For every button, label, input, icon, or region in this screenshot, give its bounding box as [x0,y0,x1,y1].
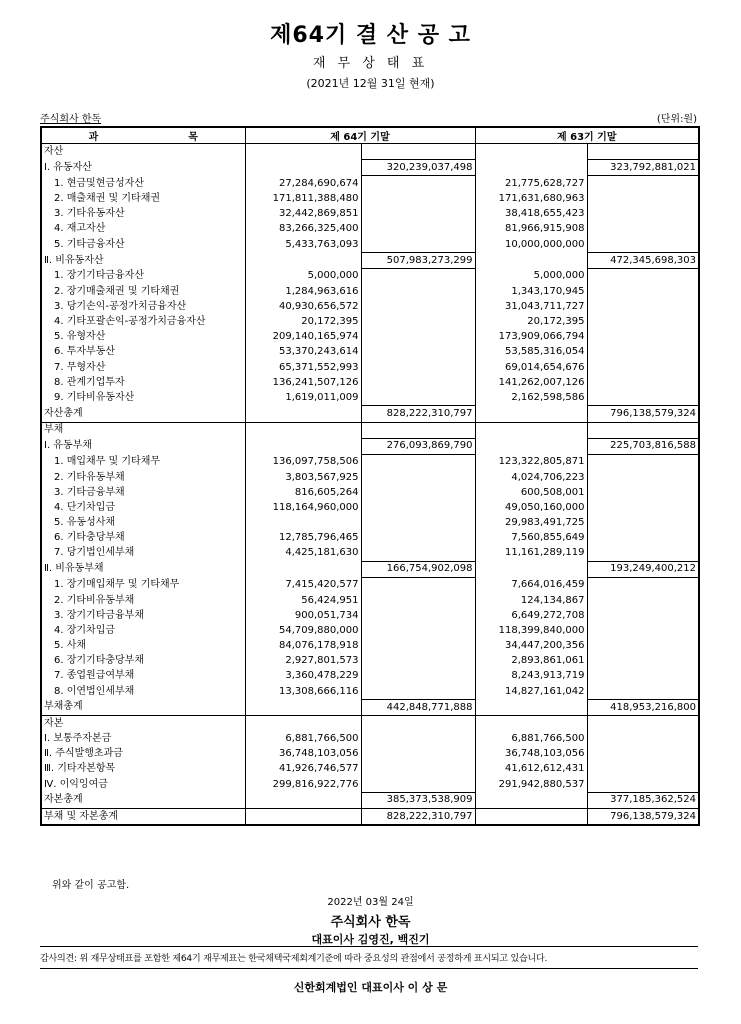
table-row [41,792,699,808]
current-total-amount [361,269,475,285]
prior-total-amount [587,716,699,732]
prior-total-amount [587,485,699,500]
table-row [41,669,699,684]
current-total-amount [361,454,475,470]
current-total-amount [361,515,475,530]
current-total-amount: 507,983,273,299 [361,252,475,268]
prior-total-amount [587,593,699,608]
prior-detail-amount [475,438,587,454]
account-name: 4. 기타포괄손익-공정가치금융자산 [54,316,206,328]
current-total-amount [361,375,475,390]
prior-detail-amount: 69,014,654,676 [475,360,587,375]
current-total-amount [361,222,475,237]
account-name: 5. 유동성사채 [54,516,116,528]
prior-total-amount [587,390,699,406]
current-detail-amount: 83,266,325,400 [245,222,361,237]
current-detail-amount: 36,748,103,056 [245,746,361,761]
table-row [41,222,699,237]
prior-detail-amount: 34,447,200,356 [475,639,587,654]
table-row [41,531,699,546]
prior-detail-amount: 6,881,766,500 [475,731,587,746]
current-total-amount [361,546,475,562]
account-name: 3. 당기손익-공정가치금융자산 [54,300,187,312]
prior-detail-amount: 6,649,272,708 [475,608,587,623]
account-name: 8. 관계기업투자 [54,376,125,388]
account-name: 6. 투자부동산 [54,346,116,358]
current-total-amount [361,593,475,608]
table-row [41,207,699,222]
current-total-amount: 828,222,310,797 [361,406,475,422]
prior-total-amount [587,345,699,360]
table-row [41,515,699,530]
current-total-amount [361,531,475,546]
prior-total-amount [587,546,699,562]
current-total-amount [361,577,475,593]
account-name: 부채 및 자본총계 [44,810,118,822]
prior-detail-amount [475,406,587,422]
current-total-amount [361,500,475,515]
prior-detail-amount [475,809,587,826]
prior-detail-amount: 4,024,706,223 [475,470,587,485]
account-name: 자본 [44,717,64,729]
current-total-amount [361,731,475,746]
current-detail-amount: 27,284,690,674 [245,176,361,192]
prior-detail-amount [475,700,587,716]
current-total-amount: 276,093,869,790 [361,438,475,454]
prior-detail-amount [475,160,587,176]
current-total-amount [361,716,475,732]
current-total-amount [361,485,475,500]
prior-total-amount [587,237,699,253]
account-name: 부채 [44,424,64,436]
prior-detail-amount: 7,664,016,459 [475,577,587,593]
account-name: Ⅱ. 비유동자산 [44,254,104,266]
current-total-amount: 320,239,037,498 [361,160,475,176]
prior-detail-amount: 5,000,000 [475,269,587,285]
table-row [41,623,699,638]
prior-total-amount [587,608,699,623]
table-row [41,485,699,500]
account-name: 2. 기타유동부채 [54,471,125,483]
current-detail-amount [245,561,361,577]
current-detail-amount: 32,442,869,851 [245,207,361,222]
table-row [41,546,699,562]
current-total-amount: 828,222,310,797 [361,809,475,826]
current-total-amount [361,299,475,314]
current-total-amount [361,470,475,485]
current-detail-amount: 84,076,178,918 [245,639,361,654]
prior-detail-amount: 53,585,316,054 [475,345,587,360]
current-detail-amount: 816,605,264 [245,485,361,500]
account-name: 1. 장기매입채무 및 기타채무 [54,579,180,591]
audit-opinion: 감사의견: 위 재무상태표를 포함한 제64기 재무제표는 한국채택국제회계기준에 따라 중요성의 관점에서 공정하게 표시되고 있습니다. [40,946,698,969]
account-column-header: 과 목 [41,127,245,144]
table-row [41,438,699,454]
current-detail-amount [245,515,361,530]
account-name: Ⅰ. 유동자산 [44,161,92,173]
prior-total-amount [587,746,699,761]
prior-total-amount [587,639,699,654]
account-name: 4. 재고자산 [54,223,106,235]
prior-total-amount [587,623,699,638]
prior-total-amount [587,284,699,299]
current-detail-amount: 56,424,951 [245,593,361,608]
account-name: 부채총계 [41,700,245,716]
current-detail-amount: 299,816,922,776 [245,777,361,793]
prior-detail-amount: 29,983,491,725 [475,515,587,530]
prior-detail-amount [475,561,587,577]
current-total-amount [361,176,475,192]
account-name: 3. 기타금융부채 [54,486,125,498]
table-row [41,144,699,160]
current-detail-amount: 41,926,746,577 [245,762,361,777]
prior-total-amount [587,144,699,160]
prior-detail-amount: 14,827,161,042 [475,684,587,700]
prior-detail-amount: 600,508,001 [475,485,587,500]
prior-detail-amount: 1,343,170,945 [475,284,587,299]
current-detail-amount [245,422,361,438]
current-detail-amount [245,144,361,160]
prior-total-amount [587,577,699,593]
prior-detail-amount: 173,909,066,794 [475,330,587,345]
table-row [41,160,699,176]
current-detail-amount: 136,097,758,506 [245,454,361,470]
current-detail-amount: 12,785,796,465 [245,531,361,546]
current-detail-amount: 118,164,960,000 [245,500,361,515]
prior-detail-amount: 10,000,000,000 [475,237,587,253]
current-detail-amount: 900,051,734 [245,608,361,623]
prior-total-amount [587,422,699,438]
prior-total-amount [587,360,699,375]
account-name: 9. 기타비유동자산 [54,392,135,404]
account-name: 자본총계 [41,792,245,808]
current-detail-amount [245,809,361,826]
current-detail-amount: 5,000,000 [245,269,361,285]
current-detail-amount: 1,619,011,009 [245,390,361,406]
account-name: Ⅲ. 기타자본항목 [44,763,116,775]
current-total-amount [361,422,475,438]
account-name: 1. 매입채무 및 기타채무 [54,456,161,468]
current-detail-amount: 20,172,395 [245,315,361,330]
table-row [41,593,699,608]
current-detail-amount [245,252,361,268]
statement-title: 재 무 상 태 표 [312,56,429,71]
notice-text: 위와 같이 공고함. [52,880,130,891]
account-name: 5. 기타금융자산 [54,238,125,250]
table-row [41,777,699,793]
prior-detail-amount [475,792,587,808]
prior-total-amount [587,515,699,530]
table-row [41,269,699,285]
prior-detail-amount [475,144,587,160]
account-name: 7. 종업원급여부채 [54,670,135,682]
current-total-amount [361,360,475,375]
current-detail-amount [245,160,361,176]
prior-total-amount [587,654,699,669]
prior-detail-amount: 124,134,867 [475,593,587,608]
prior-total-amount: 796,138,579,324 [587,406,699,422]
current-total-amount [361,654,475,669]
prior-total-amount: 796,138,579,324 [587,809,699,826]
account-name: Ⅳ. 이익잉여금 [44,778,108,790]
account-name: 6. 기타충당부채 [54,532,125,544]
account-name: 5. 사채 [54,640,87,652]
prior-detail-amount: 21,775,628,727 [475,176,587,192]
prior-total-amount: 377,185,362,524 [587,792,699,808]
current-total-amount: 442,848,771,888 [361,700,475,716]
table-row [41,746,699,761]
as-of-date: (2021년 12월 31일 현재) [306,77,435,90]
prior-total-amount [587,684,699,700]
account-name: 자산 [44,145,64,157]
prior-period-header: 제 63기 기말 [475,127,699,144]
table-row [41,716,699,732]
current-detail-amount [245,700,361,716]
prior-total-amount [587,470,699,485]
table-row [41,577,699,593]
current-total-amount [361,684,475,700]
table-row [41,360,699,375]
table-row [41,654,699,669]
page-title: 제64기 결 산 공 고 [270,23,471,48]
current-detail-amount: 13,308,666,116 [245,684,361,700]
prior-total-amount [587,222,699,237]
prior-detail-amount: 20,172,395 [475,315,587,330]
account-name: 1. 장기기타금융자산 [54,270,144,282]
prior-total-amount [587,731,699,746]
prior-detail-amount [475,716,587,732]
prior-total-amount [587,299,699,314]
announcement-date: 2022년 03월 24일 [327,897,414,908]
unit-label: (단위:원) [656,114,697,125]
prior-total-amount: 323,792,881,021 [587,160,699,176]
prior-detail-amount: 291,942,880,537 [475,777,587,793]
company-name: 주식회사 한독 [40,114,102,125]
table-row [41,299,699,314]
table-row [41,191,699,206]
table-row [41,176,699,192]
current-total-amount [361,207,475,222]
current-detail-amount: 53,370,243,614 [245,345,361,360]
current-detail-amount: 54,709,880,000 [245,623,361,638]
prior-total-amount [587,375,699,390]
current-detail-amount: 3,803,567,925 [245,470,361,485]
table-row [41,237,699,253]
prior-total-amount: 225,703,816,588 [587,438,699,454]
current-detail-amount: 4,425,181,630 [245,546,361,562]
prior-total-amount [587,777,699,793]
account-name: 7. 당기법인세부채 [54,547,135,559]
account-name: Ⅱ. 비유동부채 [44,563,104,575]
current-detail-amount: 136,241,507,126 [245,375,361,390]
prior-total-amount [587,269,699,285]
table-body [41,144,699,826]
prior-total-amount [587,176,699,192]
current-total-amount [361,390,475,406]
account-name: 6. 장기기타충당부채 [54,655,144,667]
prior-detail-amount: 81,966,915,908 [475,222,587,237]
account-name: 1. 현금및현금성자산 [54,177,144,189]
prior-detail-amount: 8,243,913,719 [475,669,587,684]
prior-detail-amount: 38,418,655,423 [475,207,587,222]
table-row [41,390,699,406]
table-row [41,762,699,777]
prior-detail-amount: 7,560,855,649 [475,531,587,546]
current-total-amount [361,345,475,360]
table-row [41,561,699,577]
current-detail-amount: 65,371,552,993 [245,360,361,375]
current-total-amount [361,669,475,684]
account-name: 2. 기타비유동부채 [54,594,135,606]
prior-total-amount [587,762,699,777]
prior-detail-amount: 123,322,805,871 [475,454,587,470]
table-row [41,284,699,299]
current-total-amount [361,330,475,345]
prior-total-amount [587,315,699,330]
table-header-row [41,127,699,144]
account-name: 2. 장기매출채권 및 기타채권 [54,285,180,297]
current-detail-amount: 40,930,656,572 [245,299,361,314]
table-row [41,315,699,330]
prior-total-amount: 193,249,400,212 [587,561,699,577]
table-row [41,422,699,438]
table-row [41,809,699,826]
table-row [41,454,699,470]
prior-detail-amount: 49,050,160,000 [475,500,587,515]
table-row [41,470,699,485]
current-total-amount [361,762,475,777]
current-total-amount [361,237,475,253]
prior-detail-amount [475,422,587,438]
account-name: Ⅱ. 주식발행초과금 [44,748,123,760]
current-detail-amount: 6,881,766,500 [245,731,361,746]
account-name: 8. 이연법인세부채 [54,685,135,697]
prior-detail-amount [475,252,587,268]
prior-detail-amount: 2,893,861,061 [475,654,587,669]
table-row [41,345,699,360]
prior-total-amount [587,531,699,546]
current-total-amount [361,639,475,654]
table-row [41,406,699,422]
prior-total-amount [587,454,699,470]
current-detail-amount: 3,360,478,229 [245,669,361,684]
current-detail-amount: 2,927,801,573 [245,654,361,669]
table-row [41,684,699,700]
auditor-name: 신한회계법인 대표이사 이 상 문 [293,981,448,994]
table-row [41,330,699,345]
current-total-amount [361,191,475,206]
prior-detail-amount: 171,631,680,963 [475,191,587,206]
current-total-amount [361,144,475,160]
footer-company-name: 주식회사 한독 [330,915,411,930]
balance-sheet-table [40,126,700,826]
current-detail-amount: 171,811,388,480 [245,191,361,206]
current-total-amount [361,623,475,638]
account-name: 4. 단기차입금 [54,501,116,513]
current-total-amount [361,777,475,793]
prior-detail-amount: 118,399,840,000 [475,623,587,638]
table-row [41,639,699,654]
table-row [41,700,699,716]
table-row [41,608,699,623]
current-detail-amount: 1,284,963,616 [245,284,361,299]
current-period-header: 제 64기 기말 [245,127,475,144]
account-name: 5. 유형자산 [54,331,106,343]
current-detail-amount [245,716,361,732]
prior-total-amount [587,500,699,515]
table-row [41,375,699,390]
account-name: 3. 장기기타금융부채 [54,609,144,621]
prior-total-amount [587,330,699,345]
prior-total-amount: 472,345,698,303 [587,252,699,268]
table-row [41,500,699,515]
account-name: 4. 장기차입금 [54,624,116,636]
account-name: 7. 무형자산 [54,361,106,373]
current-total-amount: 385,373,538,909 [361,792,475,808]
prior-total-amount: 418,953,216,800 [587,700,699,716]
prior-total-amount [587,191,699,206]
prior-total-amount [587,669,699,684]
account-name: 3. 기타유동자산 [54,208,125,220]
current-total-amount [361,315,475,330]
current-total-amount [361,284,475,299]
prior-detail-amount: 2,162,598,586 [475,390,587,406]
prior-detail-amount: 141,262,007,126 [475,375,587,390]
account-name: Ⅰ. 보통주자본금 [44,732,112,744]
current-detail-amount: 209,140,165,974 [245,330,361,345]
current-total-amount [361,746,475,761]
current-detail-amount [245,792,361,808]
current-detail-amount [245,438,361,454]
table-row [41,252,699,268]
current-total-amount: 166,754,902,098 [361,561,475,577]
prior-detail-amount: 11,161,289,119 [475,546,587,562]
prior-detail-amount: 31,043,711,727 [475,299,587,314]
account-name: 자산총계 [41,406,245,422]
account-name: 2. 매출채권 및 기타채권 [54,192,161,204]
prior-detail-amount: 41,612,612,431 [475,762,587,777]
ceo-names: 대표이사 김영진, 백진기 [311,933,430,946]
table-row [41,731,699,746]
current-detail-amount [245,406,361,422]
current-total-amount [361,608,475,623]
prior-total-amount [587,207,699,222]
account-name: Ⅰ. 유동부채 [44,440,92,452]
current-detail-amount: 5,433,763,093 [245,237,361,253]
prior-detail-amount: 36,748,103,056 [475,746,587,761]
current-detail-amount: 7,415,420,577 [245,577,361,593]
